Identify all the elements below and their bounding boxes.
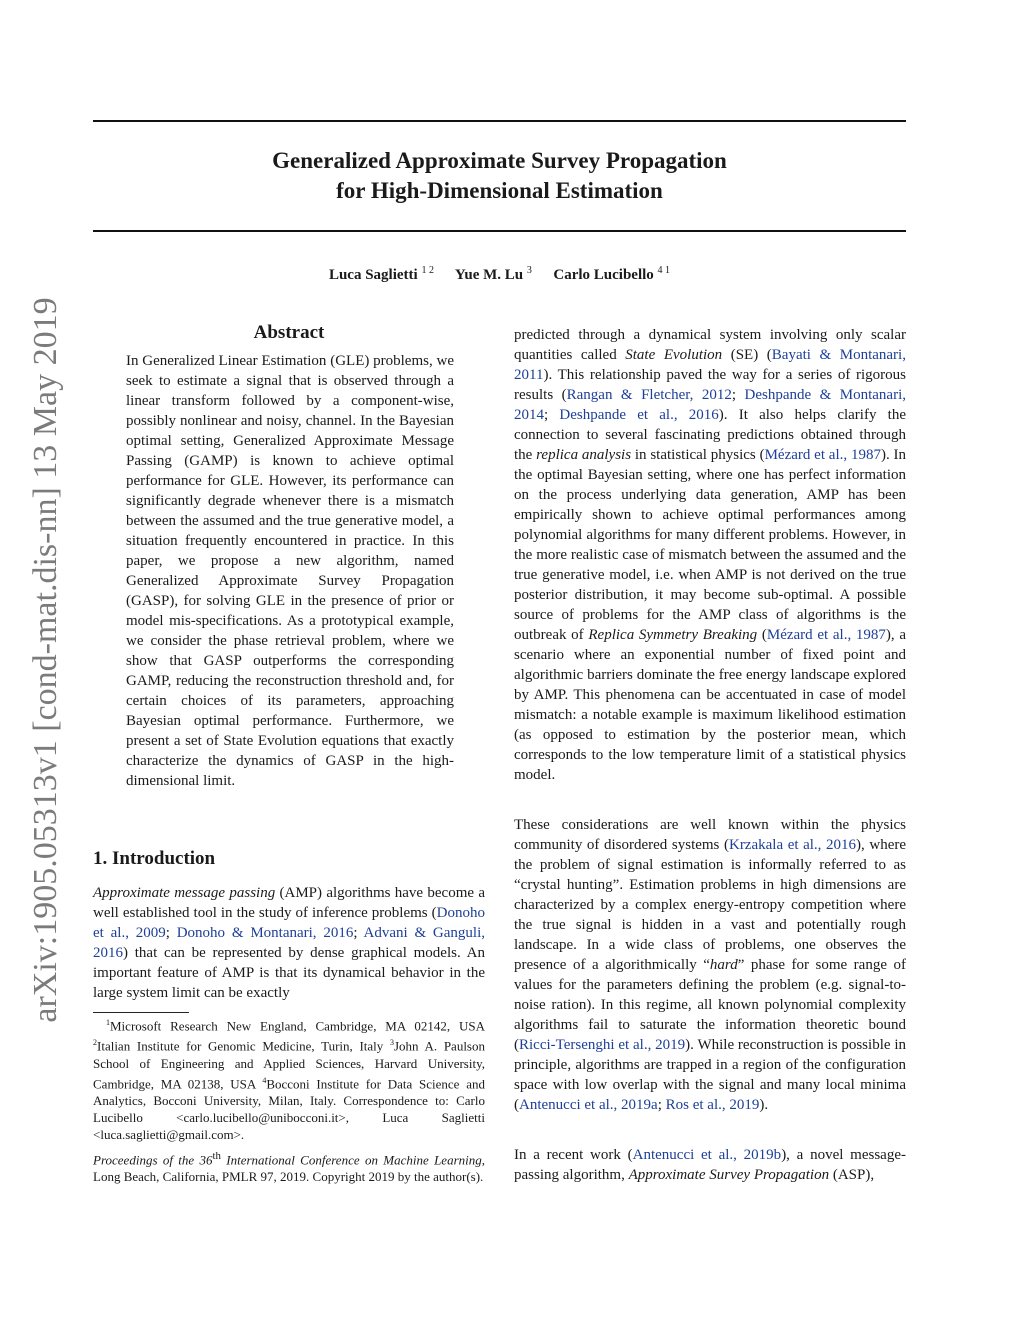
paper-title [93, 146, 906, 206]
body-text: (ASP), [829, 1167, 875, 1183]
author-affiliation: 3 [526, 265, 532, 276]
abstract-heading: Abstract [253, 322, 325, 343]
body-text: ). In the optimal Bayesian setting, where one has perfect information on the process underlying data generation, AMP has been empirically shown to achieve optimal performances among polynomial algorithms for many different problems. However, in the more realistic case of mismatch between the assumed and the true generative model, i.e. when AMP is not derived on the true posterior distribution, it may become sub-optimal. A possible source of problems for the AMP class of algorithms is the outbreak of [514, 447, 906, 643]
footnote-mark: 2 [93, 1038, 97, 1048]
right-paragraph-2 [514, 815, 906, 1115]
citation-link[interactable]: Deshpande & Montanari, 2014 [514, 387, 906, 423]
body-text: ( [757, 627, 767, 643]
citation-link[interactable]: Donoho & Montanari, 2016 [176, 925, 354, 941]
citation-link[interactable]: Ricci-Tersenghi et al., 2019 [519, 1037, 686, 1053]
body-text: In a recent work ( [514, 1147, 633, 1163]
author-name: Carlo Lucibello [553, 267, 654, 283]
footnote-text: Bocconi Institute for Data Science and Analytics, Bocconi University, Milan, Italy. Correspondence to: Carlo Lucibello <carlo.lucibello@unibocconi.it>, Luca Saglietti <luca.saglietti@gmail.com>. [93, 1075, 485, 1142]
author-list [93, 265, 906, 284]
emphasis-text: Approximate Survey Propagation [628, 1167, 830, 1183]
emphasis-text: Replica Symmetry Breaking [588, 627, 758, 643]
emphasis-text: Approximate message passing [93, 885, 276, 901]
body-text: These considerations are well known within the physics community of disordered systems ( [514, 817, 906, 853]
abstract-body: In Generalized Linear Estimation (GLE) problems, we seek to estimate a signal that is observed through a linear transform followed by a component-wise, possibly nonlinear and noisy, channel. In the Bayesian optimal setting, Generalized Approximate Message Passing (GAMP) is known to achieve optimal performance for GLE. However, its performance can significantly degrade whenever there is a mismatch between the assumed and the true generative model, a situation frequently encountered in practice. In this paper, we propose a new algorithm, named Generalized Approximate Survey Propagation (GASP), for solving GLE in the presence of prior or model mis-specifications. As a prototypical example, we consider the phase retrieval problem, where we show that GASP outperforms the corresponding GAMP, reducing the reconstruction threshold and, for certain choices of its parameters, approaching Bayesian optimal performance. Furthermore, we present a set of State Evolution equations that exactly characterize the dynamics of GASP in the high-dimensional limit. [126, 353, 454, 789]
body-text: ; [353, 925, 364, 941]
author-affiliation: 1 2 [421, 265, 434, 276]
proceedings-text: International Conference on Machine Learning [220, 1152, 482, 1168]
title-bottom-rule [93, 230, 906, 232]
body-text: ; [731, 387, 745, 403]
body-text: ). [759, 1097, 769, 1113]
footnote-mark: 4 [262, 1075, 267, 1085]
right-paragraph-1 [514, 325, 906, 785]
body-text: ; [544, 407, 560, 423]
footnote-mark: 3 [389, 1038, 394, 1048]
body-text: ) that can be represented by dense graphical models. An important feature of AMP is that its dynamical behavior in the large system limit can be exactly [93, 945, 485, 1001]
citation-link[interactable]: Krzakala et al., 2016 [728, 837, 857, 853]
section-heading-introduction: 1. Introduction [93, 848, 216, 869]
body-text: ), where the problem of signal estimation is informally referred to as “crystal hunting”. Estimation problems in high dimensions are characterized by a complex energy-entropy competition where the true signal is hidden in a vast and potentially rough landscape. In a wide class of problems, one observes the presence of a algorithmically “ [514, 837, 907, 973]
body-text: in statistical physics ( [631, 447, 765, 463]
footnote-mark: 1 [106, 1018, 110, 1027]
citation-link[interactable]: Deshpande et al., 2016 [559, 407, 719, 423]
author-name: Luca Saglietti [328, 267, 418, 283]
title-line-1: Generalized Approximate Survey Propagation [272, 148, 727, 173]
body-text: ). It also helps clarify the connection to several fascinating predictions obtained through the [514, 407, 906, 463]
emphasis-text: replica analysis [536, 447, 632, 463]
footnote-rule [93, 1012, 189, 1013]
body-text: (AMP) algorithms have become a well established tool in the study of inference problems ( [93, 885, 485, 921]
arxiv-identifier [22, 290, 70, 1030]
intro-paragraph [93, 883, 485, 1003]
emphasis-text: hard [709, 957, 738, 973]
top-rule [93, 120, 906, 122]
footnote-text: Italian Institute for Genomic Medicine, Turin, Italy [97, 1038, 390, 1054]
affiliations-footnote [93, 1014, 485, 1143]
author-affiliation: 4 1 [657, 265, 671, 276]
proceedings-text: Proceedings of the 36 [93, 1152, 213, 1168]
citation-link[interactable]: Rangan & Fletcher, 2012 [566, 387, 732, 403]
proceedings-note [93, 1148, 485, 1185]
author-name: Yue M. Lu [454, 267, 524, 283]
emphasis-text: State Evolution [625, 347, 723, 363]
citation-link[interactable]: Antenucci et al., 2019a [519, 1097, 658, 1113]
title-line-2: for High-Dimensional Estimation [336, 178, 663, 203]
proceedings-text: , Long Beach, California, PMLR 97, 2019. Copyright 2019 by the author(s). [93, 1152, 485, 1185]
body-text: ), a novel message-passing algorithm, [514, 1147, 906, 1183]
body-text: ” phase for some range of values for the parameters defining the problem (e.g. signal-to-noise ration). In this regime, all known polynomial complexity algorithms fail to saturate the information theoretic bound ( [514, 957, 906, 1053]
footnote-text: Microsoft Research New England, Cambridge, MA 02142, USA [110, 1018, 485, 1034]
citation-link[interactable]: Antenucci et al., 2019b [632, 1147, 782, 1163]
arxiv-identifier-text: arXiv:1905.05313v1 [cond-mat.dis-nn] 13 May 2019 [27, 297, 64, 1023]
citation-link[interactable]: Mézard et al., 1987 [764, 447, 881, 463]
proceedings-sup: th [212, 1150, 221, 1162]
citation-link[interactable]: Mézard et al., 1987 [766, 627, 886, 643]
body-text: predicted through a dynamical system involving only scalar quantities called [514, 327, 906, 363]
body-text: ), a scenario where an exponential number of fixed point and algorithmic barriers dominate the free energy landscape explored by AMP. This phenomena can be accentuated in case of model mismatch: a notable example is maximum likelihood estimation (as opposed to estimation by the posterior mean, which corresponds to the low temperature limit of a statistical physics model. [514, 627, 907, 783]
body-text: (SE) ( [722, 347, 772, 363]
body-text: ). This relationship paved the way for a series of rigorous results ( [514, 367, 906, 403]
body-text: ). While reconstruction is possible in principle, algorithms are trapped in a region of the configuration space with low overlap with the signal and many local minima ( [514, 1037, 906, 1113]
body-text: ; [165, 925, 177, 941]
right-paragraph-3 [514, 1145, 906, 1185]
citation-link[interactable]: Ros et al., 2019 [665, 1097, 760, 1113]
body-text: ; [657, 1097, 666, 1113]
footnote-text: John A. Paulson School of Engineering and Applied Sciences, Harvard University, Cambridge, MA 02138, USA [93, 1038, 485, 1091]
citation-link[interactable]: Advani & Ganguli, 2016 [93, 925, 485, 961]
citation-link[interactable]: Bayati & Montanari, 2011 [514, 347, 906, 383]
citation-link[interactable]: Donoho et al., 2009 [93, 905, 485, 941]
